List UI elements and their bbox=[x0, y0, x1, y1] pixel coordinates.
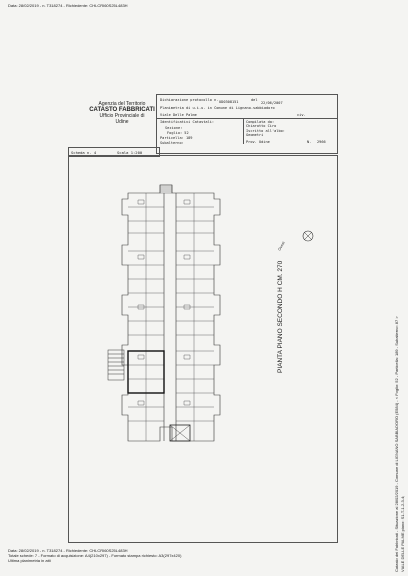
footer-format-line: Totale schede: 7 - Formato di acquisizione: A4(210x297) - Formato stampa richiesto: A3(297x420) bbox=[8, 553, 182, 558]
date-value: 22/06/2007 bbox=[261, 101, 283, 105]
footer-request-line: Data: 28/02/2019 - n. T318274 - Richiedente: CHLCRI60S25L483H bbox=[8, 548, 128, 553]
register-number: 2966 bbox=[317, 140, 326, 144]
compass-label: Ovest bbox=[277, 240, 286, 252]
side-note-line1: Catasto dei Fabbricati - Situazione al 28/02/2019 - Comune di LIGNANO SABBIADORO (E584) - < Foglio: 52 - Particella: 189 - Subalterno: 87 > bbox=[394, 316, 399, 572]
side-note-line2: VIALE DELLE PALME piano: S1-T-1-2-3-4; bbox=[400, 495, 405, 572]
protocol-value: UD0308151 bbox=[219, 100, 239, 104]
sezione-label: Sezione: bbox=[165, 126, 183, 130]
compilata-label: Compilata da: bbox=[246, 120, 275, 124]
particella-label: Particella: 189 bbox=[160, 136, 193, 140]
stair-shaft bbox=[108, 350, 124, 380]
civic-label: civ. bbox=[297, 113, 306, 117]
ident-label: Identificativi Catastali: bbox=[160, 120, 215, 124]
footer-last-plan: Ultima planimetria in atti bbox=[8, 558, 51, 563]
street-name: Viale Delle Palme bbox=[160, 113, 197, 117]
form-divider bbox=[157, 118, 337, 119]
iscritto-value: Geometri bbox=[246, 133, 264, 137]
office-city: Udine bbox=[115, 119, 129, 125]
iscritto-label: Iscritto all'albo: bbox=[246, 129, 285, 133]
floor-plan-drawing bbox=[68, 155, 336, 541]
agency-name: Agenzia del Territorio bbox=[98, 101, 146, 107]
declaration-form bbox=[156, 94, 338, 154]
scale-label: Scala 1:200 bbox=[117, 149, 143, 155]
protocol-label: Dichiarazione protocollo n. bbox=[160, 98, 219, 102]
scheda-label: Scheda n. 4 bbox=[71, 149, 97, 155]
floor-label: PIANTA PIANO SECONDO H CM. 270 bbox=[277, 260, 284, 373]
compilata-name: Chiarotto Ciro bbox=[246, 124, 277, 128]
province-label: Prov. Udine bbox=[246, 140, 270, 144]
lift-box bbox=[170, 425, 190, 441]
header-request-line: Data: 28/02/2019 - n. T318274 - Richiedente: CHLCRI60S25L483H bbox=[8, 3, 128, 8]
stair-top bbox=[160, 185, 172, 193]
agency-block bbox=[86, 101, 158, 125]
form-column-divider bbox=[243, 118, 244, 144]
foglio-label: Foglio: 52 bbox=[167, 131, 189, 135]
register-number-label: N. bbox=[307, 140, 312, 144]
subalterno-label: Subalterno: bbox=[160, 141, 184, 145]
office-label: Ufficio Provinciale di bbox=[99, 113, 145, 119]
catasto-title: CATASTO FABBRICATI bbox=[89, 107, 155, 113]
compass-icon bbox=[303, 231, 313, 241]
plan-description: Planimetria di u.i.u. in Comune di Lignano-sabbiadoro bbox=[160, 106, 275, 110]
date-label: del bbox=[251, 98, 258, 102]
